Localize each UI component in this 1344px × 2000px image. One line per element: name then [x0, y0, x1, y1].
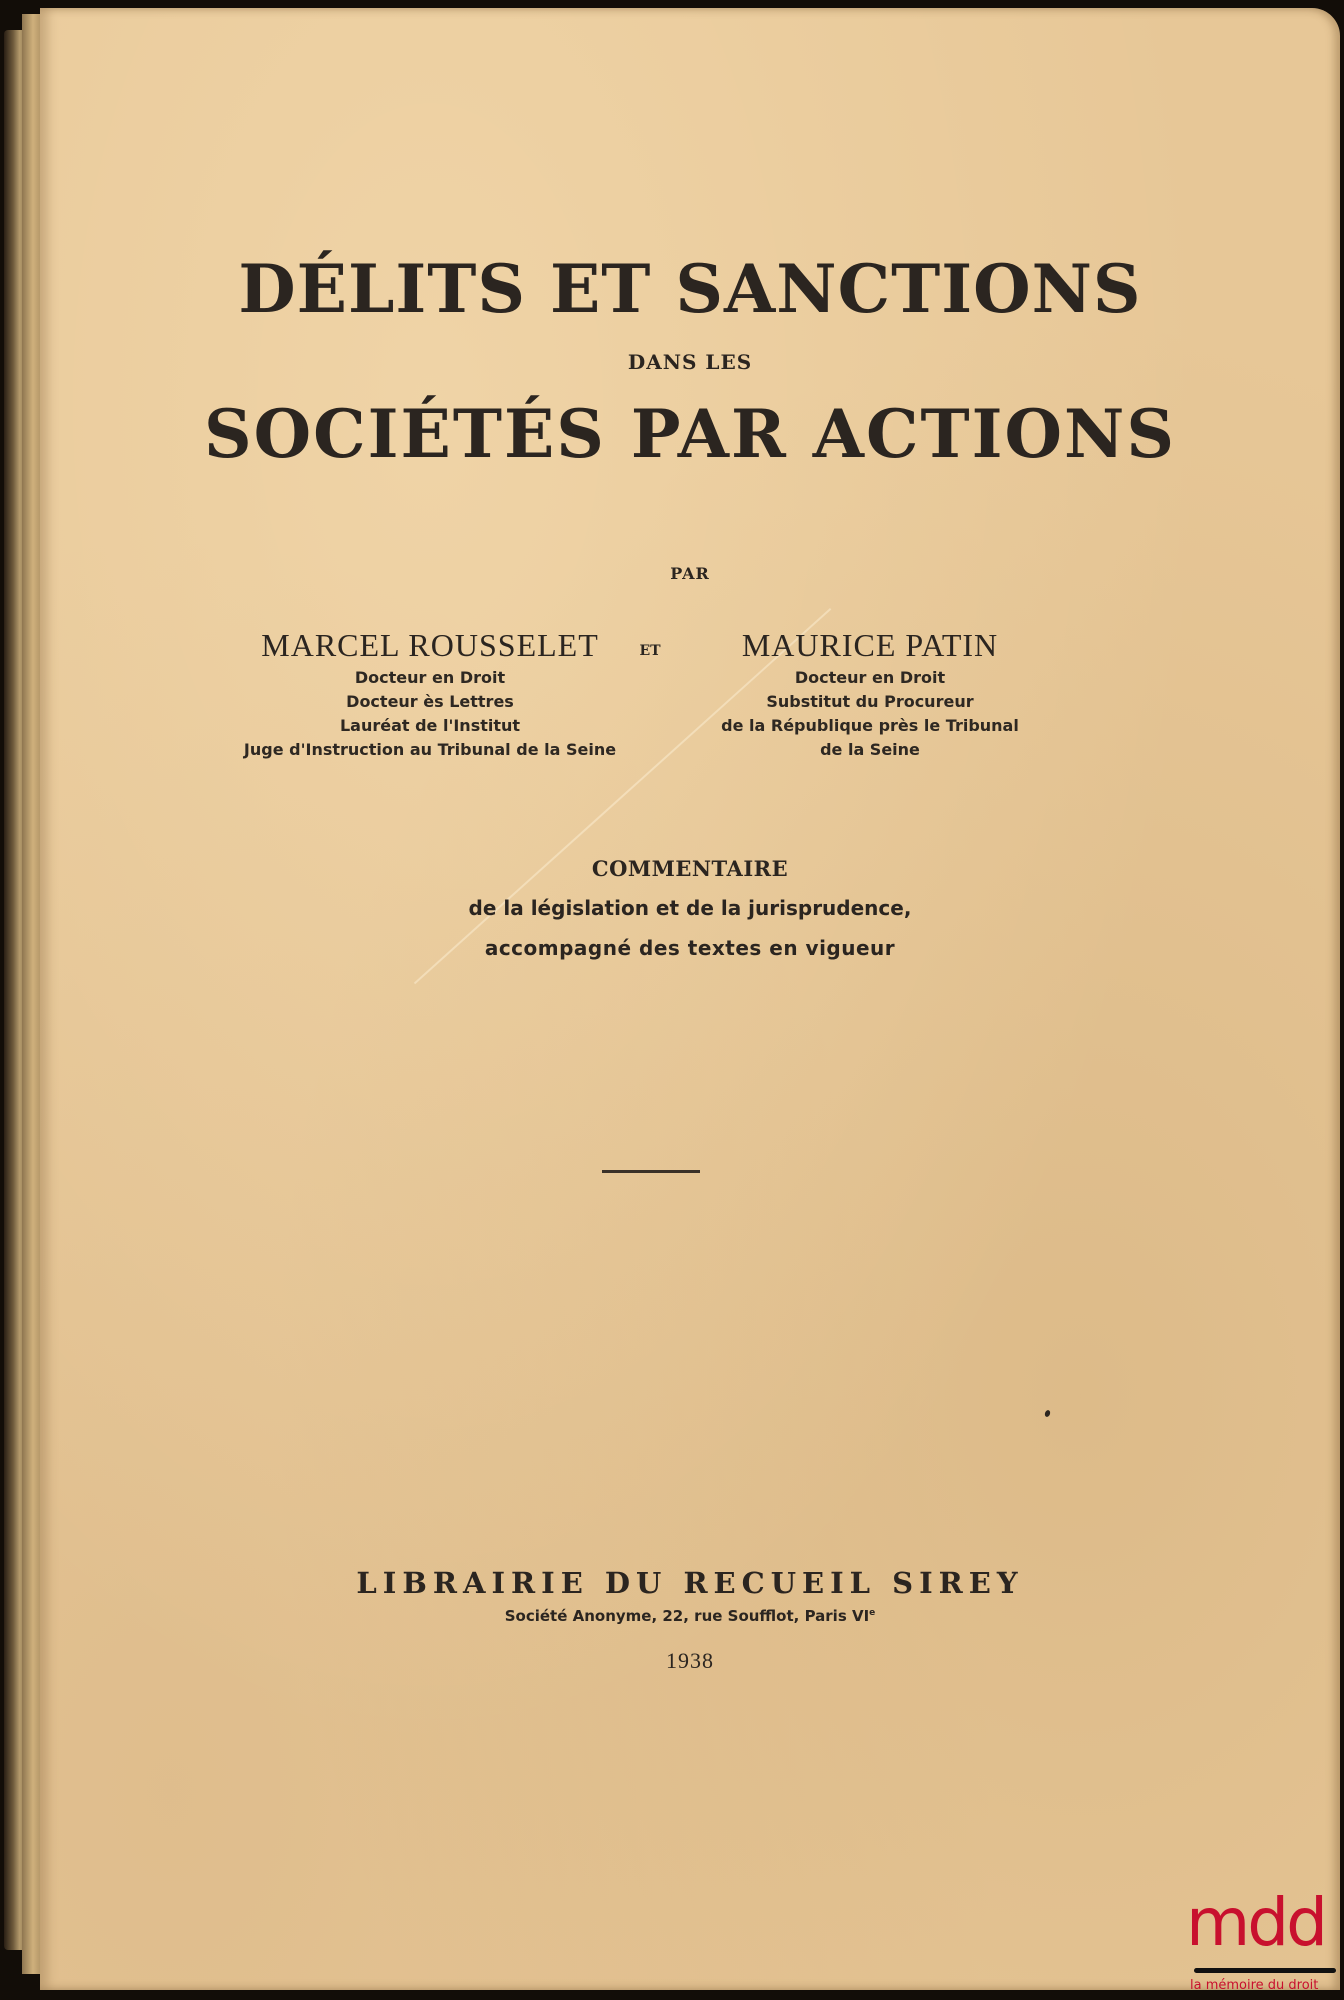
mdd-logo-icon: mdd: [1186, 1884, 1326, 1961]
and-label: ET: [639, 643, 661, 659]
author-credential: de la République près le Tribunal: [721, 716, 1019, 735]
author-credential: Docteur en Droit: [794, 668, 946, 687]
author-name: MAURICE PATIN: [741, 627, 999, 663]
commentary-heading: COMMENTAIRE: [591, 856, 789, 881]
author-credential: Docteur ès Lettres: [346, 692, 514, 711]
author-credential: de la Seine: [820, 740, 920, 759]
author-block-rousselet: [230, 628, 630, 762]
publisher-address-text: Société Anonyme, 22, rue Soufflot, Paris VI: [504, 1607, 870, 1625]
publisher-address-superscript: e: [869, 1608, 876, 1618]
publisher-address: [40, 1607, 1340, 1625]
title-line-2: SOCIÉTÉS PAR ACTIONS: [204, 395, 1176, 473]
author-credential: Juge d'Instruction au Tribunal de la Seine: [243, 740, 617, 759]
logo-underline: [1194, 1968, 1336, 1973]
ornamental-divider: [602, 1170, 700, 1173]
title-connector: DANS LES: [627, 350, 753, 374]
author-name: MARCEL ROUSSELET: [261, 627, 599, 663]
logo-tagline: la mémoire du droit: [1190, 1978, 1319, 1993]
by-label: PAR: [670, 564, 710, 583]
author-credential: Docteur en Droit: [354, 668, 506, 687]
publisher-name: LIBRAIRIE DU RECUEIL SIREY: [356, 1566, 1024, 1600]
author-credential: Substitut du Procureur: [766, 692, 974, 711]
commentary-line-2: accompagné des textes en vigueur: [484, 936, 896, 960]
title-line-1: DÉLITS ET SANCTIONS: [238, 250, 1142, 328]
publication-year: 1938: [666, 1648, 714, 1673]
mdd-watermark-logo: [1180, 1884, 1340, 2000]
author-credential: Lauréat de l'Institut: [339, 716, 521, 735]
author-block-patin: [700, 628, 1040, 762]
commentary-line-1: de la législation et de la jurisprudence,: [468, 896, 912, 920]
